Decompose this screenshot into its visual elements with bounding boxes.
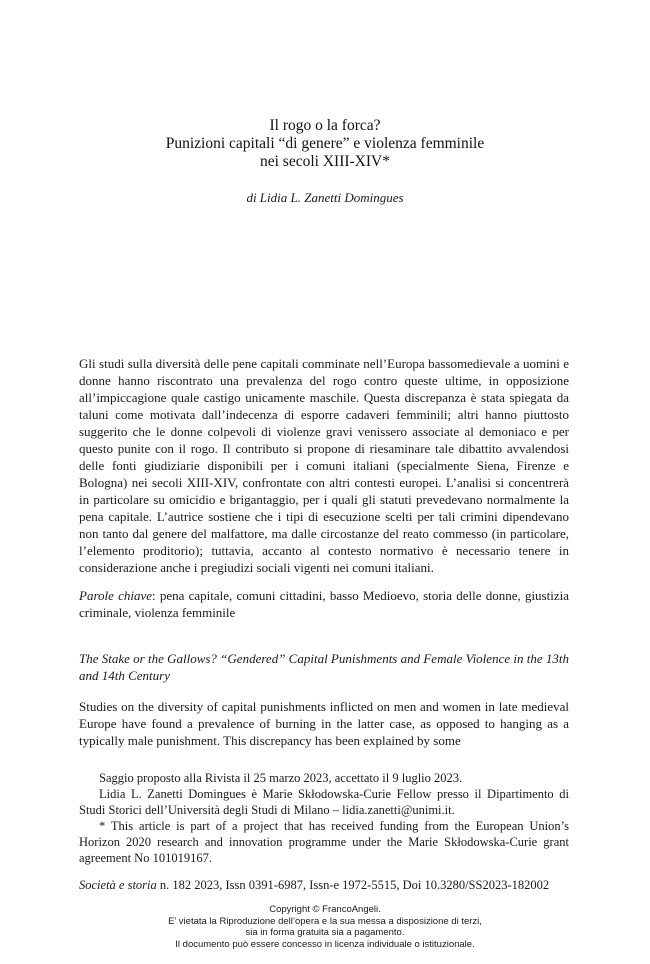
footnotes [79,770,569,866]
author-byline: di Lidia L. Zanetti Domingues [246,190,404,205]
copyright-line-2: E’ vietata la Riproduzione dell’opera e la sua messa a disposizione di terzi, [168,915,482,927]
article-title [0,117,650,171]
keywords-text: : pena capitale, comuni cittadini, basso Medioevo, storia delle donne, giustizia criminale, violenza femminile [79,588,569,620]
copyright-line-1: Copyright © FrancoAngeli. [269,904,381,915]
footnote-funding: * This article is part of a project that has received funding from the European Union’s Horizon 2020 research and innovation programme under the Marie Skłodowska-Curie grant agreement No 101019167. [79,819,569,865]
english-title: The Stake or the Gallows? “Gendered” Capital Punishments and Female Violence in the 13th and 14th Century [79,651,569,683]
citation-details: n. 182 2023, Issn 0391-6987, Issn-e 1972-5515, Doi 10.3280/SS2023-182002 [156,878,550,892]
footnote-submission: Saggio proposto alla Rivista il 25 marzo 2023, accettato il 9 luglio 2023. [99,771,463,785]
keywords [79,587,569,621]
keywords-label: Parole chiave [79,588,153,603]
copyright-line-3: sia in forma gratuita sia a pagamento. [245,927,405,938]
title-line-3: nei secoli XIII-XIV* [260,153,390,170]
copyright-notice [0,904,650,950]
copyright-line-4: Il documento può essere concesso in licenza individuale o istituzionale. [175,938,475,950]
journal-name: Società e storia [79,878,157,892]
title-line-1: Il rogo o la forca? [269,117,381,134]
title-line-2: Punizioni capitali “di genere” e violenza femminile [165,135,485,152]
footnote-author: Lidia L. Zanetti Domingues è Marie Skłodowska-Curie Fellow presso il Dipartimento di Studi Storici dell’Università degli Studi di Milano – lidia.zanetti@unimi.it. [79,787,569,817]
abstract-italian: Gli studi sulla diversità delle pene capitali comminate nell’Europa bassomedievale a uomini e donne hanno riscontrato una prevalenza del rogo contro queste ultime, in opposizione all’impiccagione quale castigo unicamente maschile. Questa discrepanza è stata spiegata da taluni come motivata dall’indecenza di esporre cadaveri femminili; altri hanno piuttosto suggerito che le donne colpevoli di violenze gravi venissero associate al demoniaco e per questo punite con il rogo. Il contributo si propone di riesaminare tale dibattito avvalendosi delle fonti giudiziarie disponibili per i comuni italiani (specialmente Siena, Firenze e Bologna) nei secoli XIII-XIV, confrontate con altri contesti europei. L’analisi si concentrerà in particolare su omicidio e brigantaggio, per i quali gli statuti prevedevano normalmente la pena capitale. L’autrice sostiene che i tipi di esecuzione scelti per tali crimini dipendevano non tanto dal genere del malfattore, ma dalle circostanze del reato commesso (in particolare, l’elemento proditorio); tuttavia, accanto al contesto normativo è necessario tenere in considerazione anche i pregiudizi sociali vigenti nei comuni italiani. [79,356,569,575]
abstract-english: Studies on the diversity of capital punishments inflicted on men and women in late medieval Europe have found a prevalence of burning in the latter case, as opposed to hanging as a typically male punishment. This discrepancy has been explained by some [79,699,569,748]
journal-citation [79,878,569,893]
